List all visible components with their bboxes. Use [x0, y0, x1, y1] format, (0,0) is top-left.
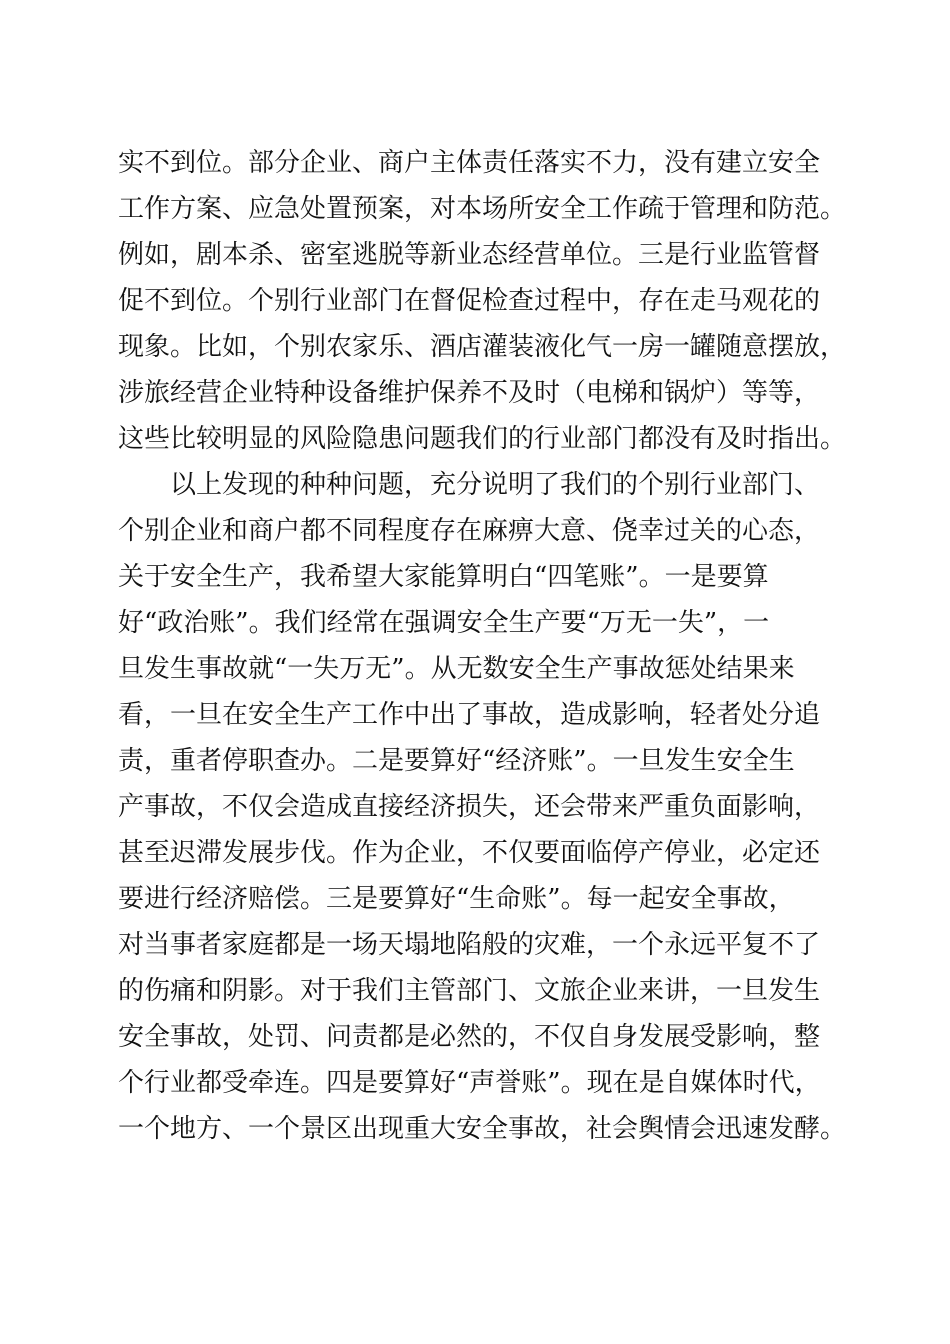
paragraph-1 — [118, 140, 858, 462]
text-line: 责，重者停职查办。二是要算好“经济账”。一旦发生安全生 — [118, 746, 795, 776]
text-line: 现象。比如，个别农家乐、酒店灌装液化气一房一罐随意摆放， — [118, 332, 847, 362]
text-line: 好“政治账”。我们经常在强调安全生产要“万无一失”，一 — [118, 608, 770, 638]
text-line: 涉旅经营企业特种设备维护保养不及时（电梯和锅炉）等等， — [118, 378, 821, 408]
text-line: 促不到位。个别行业部门在督促检查过程中，存在走马观花的 — [118, 286, 821, 316]
text-line: 旦发生事故就“一失万无”。从无数安全生产事故惩处结果来 — [118, 654, 795, 684]
text-line: 例如，剧本杀、密室逃脱等新业态经营单位。三是行业监管督 — [118, 240, 821, 270]
text-line: 要进行经济赔偿。三是要算好“生命账”。每一起安全事故， — [118, 884, 795, 914]
text-line: 一个地方、一个景区出现重大安全事故，社会舆情会迅速发酵。 — [118, 1114, 847, 1144]
text-line: 实不到位。部分企业、商户主体责任落实不力，没有建立安全 — [118, 148, 821, 178]
text-line: 个行业都受牵连。四是要算好“声誉账”。现在是自媒体时代， — [118, 1068, 821, 1098]
text-line: 的伤痛和阴影。对于我们主管部门、文旅企业来讲，一旦发生 — [118, 976, 821, 1006]
text-line: 甚至迟滞发展步伐。作为企业，不仅要面临停产停业，必定还 — [118, 838, 821, 868]
text-line: 关于安全生产，我希望大家能算明白“四笔账”。一是要算 — [118, 562, 769, 592]
text-line: 个别企业和商户都不同程度存在麻痹大意、侥幸过关的心态， — [118, 516, 821, 546]
text-line: 产事故，不仅会造成直接经济损失，还会带来严重负面影响， — [118, 792, 821, 822]
text-line: 对当事者家庭都是一场天塌地陷般的灾难，一个永远平复不了 — [118, 930, 821, 960]
text-line-indented: 以上发现的种种问题，充分说明了我们的个别行业部门、 — [170, 470, 821, 500]
text-line: 安全事故，处罚、问责都是必然的，不仅自身发展受影响，整 — [118, 1022, 821, 1052]
paragraph-2 — [118, 462, 858, 1152]
text-line: 这些比较明显的风险隐患问题我们的行业部门都没有及时指出。 — [118, 424, 847, 454]
text-line: 工作方案、应急处置预案，对本场所安全工作疏于管理和防范。 — [118, 194, 847, 224]
body-text — [118, 140, 858, 1152]
text-line: 看，一旦在安全生产工作中出了事故，造成影响，轻者处分追 — [118, 700, 821, 730]
